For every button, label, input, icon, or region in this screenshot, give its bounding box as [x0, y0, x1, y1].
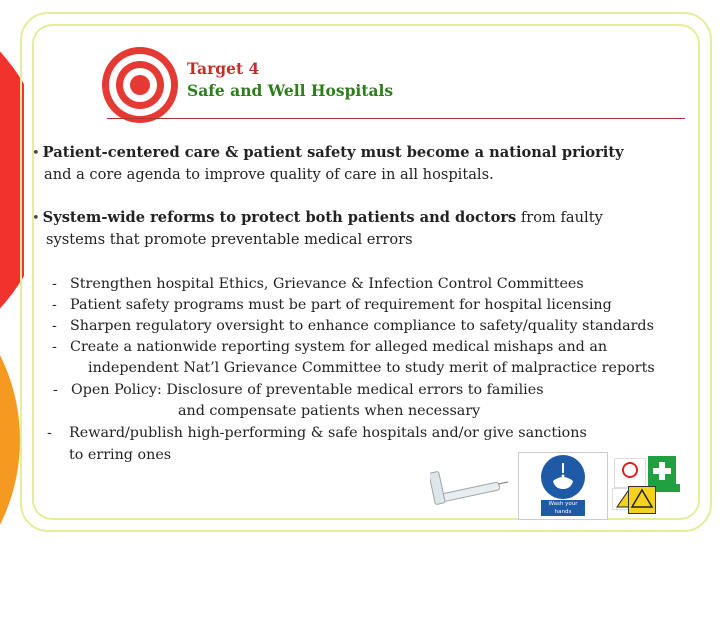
danger-sign — [628, 486, 656, 514]
first-aid-sign — [648, 456, 676, 486]
bullet-1-bold: Patient-centered care & patient safety must become a national priority — [42, 144, 624, 161]
sub-item-4 — [52, 337, 607, 358]
bullet-2-bold: System-wide reforms to protect both patients and doctors — [42, 209, 517, 226]
bullet-1 — [32, 142, 712, 185]
sub-item-1 — [52, 274, 584, 295]
sub-item-text: Create a nationwide reporting system for alleged medical mishaps and an — [70, 339, 608, 355]
sub-item-6 — [47, 423, 587, 444]
hand-wash-icon — [541, 455, 585, 499]
sub-item-text: Sharpen regulatory oversight to enhance compliance to safety/quality standards — [70, 318, 654, 334]
sub-item-5-cont: and compensate patients when necessary — [178, 403, 481, 419]
slide-title-line1: Target 4 — [187, 59, 260, 78]
bullet-dot: • — [32, 211, 40, 226]
decorative-orange-circle — [0, 250, 20, 630]
wash-hands-sign — [518, 452, 608, 520]
dash: - — [52, 339, 57, 355]
sub-item-6-cont: to erring ones — [69, 447, 172, 463]
bullet-2-inline: from faulty — [516, 209, 603, 226]
sub-item-text: Open Policy: Disclosure of preventable medical errors to families — [71, 382, 544, 398]
dash: - — [47, 425, 52, 441]
dash: - — [52, 318, 57, 334]
sign-caption: Wash your hands — [541, 500, 585, 516]
prohibition-sign — [614, 458, 646, 488]
sub-item-5 — [53, 380, 544, 401]
title-divider — [107, 118, 685, 119]
bullet-dot: • — [32, 146, 40, 161]
bullseye-icon — [100, 45, 180, 125]
bullet-2 — [32, 207, 712, 250]
sub-item-2 — [52, 295, 612, 316]
dash: - — [53, 382, 58, 398]
no-smoking-icon — [622, 462, 638, 478]
sub-item-text: Patient safety programs must be part of requirement for hospital licensing — [70, 297, 612, 313]
exit-sign — [656, 484, 680, 492]
dash: - — [52, 297, 57, 313]
dash: - — [52, 276, 57, 292]
syringe-image — [430, 470, 510, 510]
bullet-2-text: systems that promote preventable medical errors — [46, 231, 413, 248]
slide-title-line2: Safe and Well Hospitals — [187, 81, 394, 100]
sub-item-4-cont: independent Nat’l Grievance Committee to study merit of malpractice reports — [88, 360, 655, 376]
bullet-1-text: and a core agenda to improve quality of care in all hospitals. — [44, 166, 494, 183]
sub-item-3 — [52, 316, 654, 337]
sub-item-text: Reward/publish high-performing & safe hospitals and/or give sanctions — [69, 425, 587, 441]
sub-item-text: Strengthen hospital Ethics, Grievance & Infection Control Committees — [70, 276, 584, 292]
